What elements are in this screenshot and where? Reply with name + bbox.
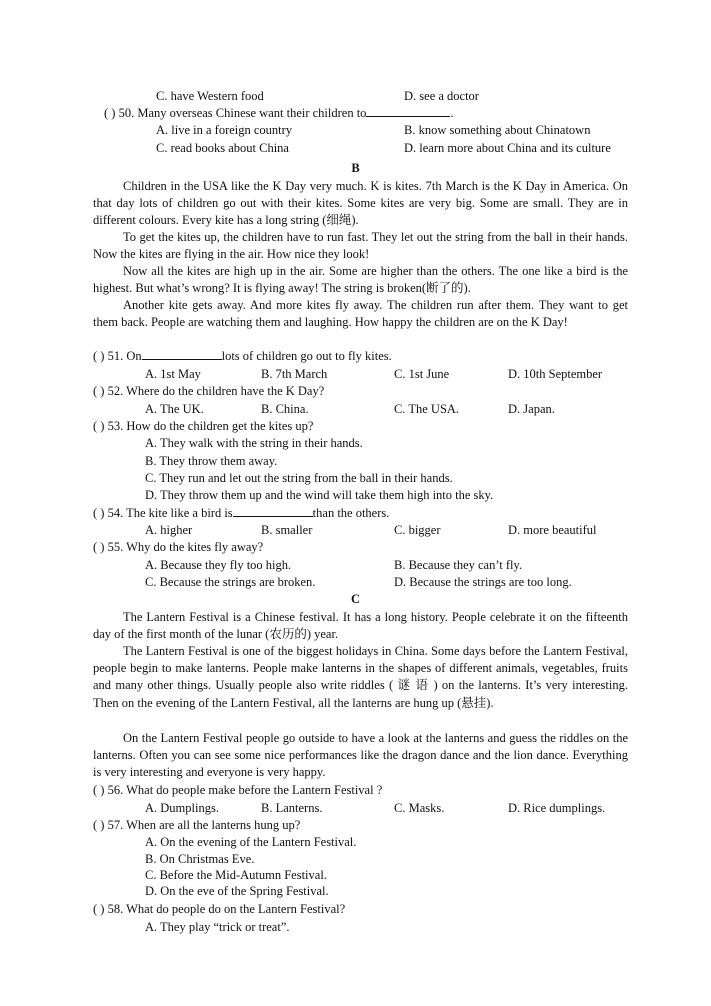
section-c-heading: C	[350, 592, 361, 606]
q55-option-d: D. Because the strings are too long.	[394, 575, 572, 589]
q54-option-c: C. bigger	[394, 523, 441, 537]
question-stem: 51. On	[107, 349, 142, 363]
question-stem: 52. Where do the children have the K Day?	[107, 384, 325, 398]
q56-option-d: D. Rice dumplings.	[508, 801, 606, 815]
q50-option-a: A. live in a foreign country	[156, 123, 293, 137]
q53-option-c: C. They run and let out the string from the ball in their hands.	[145, 471, 453, 485]
passage-c-paragraph-1: The Lantern Festival is a Chinese festival. It has a long history. People celebrate it on the fifteenth day of the first month of the lunar (农历的) year.	[93, 610, 628, 642]
answer-blank	[142, 348, 222, 360]
q53-option-a: A. They walk with the string in their hands.	[145, 436, 363, 450]
q55-option-c: C. Because the strings are broken.	[145, 575, 316, 589]
answer-paren[interactable]: ( )	[104, 106, 116, 120]
q51-option-c: C. 1st June	[394, 367, 450, 381]
q51-question: ( ) 51. On lots of children go out to fly kites.	[93, 349, 392, 363]
question-stem: 56. What do people make before the Lantern Festival ?	[107, 783, 383, 797]
q50-option-c: C. read books about China	[156, 141, 289, 155]
q51-option-d: D. 10th September	[508, 367, 603, 381]
question-stem: 57. When are all the lanterns hung up?	[107, 818, 301, 832]
q49-option-d: D. see a doctor	[404, 89, 479, 103]
q53-option-b: B. They throw them away.	[145, 454, 278, 468]
q55-question	[93, 539, 263, 555]
q57-option-c: C. Before the Mid-Autumn Festival.	[145, 868, 327, 882]
q52-option-d: D. Japan.	[508, 402, 555, 416]
q53-question	[93, 418, 313, 434]
q55-option-b: B. Because they can’t fly.	[394, 558, 523, 572]
q52-option-a: A. The UK.	[145, 402, 204, 416]
q52-question	[93, 383, 324, 399]
q57-question	[93, 817, 300, 833]
q56-option-a: A. Dumplings.	[145, 801, 219, 815]
answer-paren[interactable]: ( )	[93, 384, 105, 398]
passage-b-paragraph-2: To get the kites up, the children have to run fast. They let out the string from the ball in their hands. Now the kites are flying in the air. How nice they look!	[93, 230, 628, 262]
q56-option-c: C. Masks.	[394, 801, 445, 815]
answer-blank	[233, 505, 313, 517]
answer-paren[interactable]: ( )	[93, 349, 105, 363]
q52-option-b: B. China.	[261, 402, 309, 416]
q55-option-a: A. Because they fly too high.	[145, 558, 292, 572]
question-stem: 54. The kite like a bird is	[107, 506, 233, 520]
passage-b-paragraph-4: Another kite gets away. And more kites fly away. The children run after them. They want to get them back. People are watching them and laughing. How happy the children are on the K Day!	[93, 298, 628, 330]
q53-option-d: D. They throw them up and the wind will take them high into the sky.	[145, 488, 494, 502]
answer-blank	[366, 105, 450, 117]
q54-question: ( ) 54. The kite like a bird is than the others.	[93, 506, 390, 520]
q49-option-c: C. have Western food	[156, 89, 264, 103]
q50-option-b: B. know something about Chinatown	[404, 123, 591, 137]
q57-option-d: D. On the eve of the Spring Festival.	[145, 884, 329, 898]
q51-option-a: A. 1st May	[145, 367, 201, 381]
q54-option-d: D. more beautiful	[508, 523, 597, 537]
q50-option-d: D. learn more about China and its culture	[404, 141, 611, 155]
q56-option-b: B. Lanterns.	[261, 801, 323, 815]
question-stem: 50. Many overseas Chinese want their children to	[118, 106, 367, 120]
answer-paren[interactable]: ( )	[93, 419, 105, 433]
q51-option-b: B. 7th March	[261, 367, 328, 381]
passage-b-paragraph-1: Children in the USA like the K Day very much. K is kites. 7th March is the K Day in America. On that day lots of children go out with their kites. Some kites are very big. Some are small. They are in different colours. Every kite has a long string (细绳).	[93, 179, 628, 228]
question-stem: 53. How do the children get the kites up?	[107, 419, 314, 433]
section-b-heading: B	[351, 161, 360, 175]
q52-option-c: C. The USA.	[394, 402, 460, 416]
q54-option-b: B. smaller	[261, 523, 313, 537]
question-stem: 55. Why do the kites fly away?	[107, 540, 264, 554]
q56-question	[93, 782, 382, 798]
question-stem: 58. What do people do on the Lantern Festival?	[107, 902, 346, 916]
answer-paren[interactable]: ( )	[93, 902, 105, 916]
passage-c-paragraph-3: On the Lantern Festival people go outside to have a look at the lanterns and guess the riddles on the lanterns. Often you can see some nice performances like the dragon dance and the lion dance. Everything is very interesting and everyone is very happy.	[93, 731, 628, 780]
q57-option-b: B. On Christmas Eve.	[145, 852, 255, 866]
passage-c-paragraph-2: The Lantern Festival is one of the biggest holidays in China. Some days before the Lantern Festival, people begin to make lanterns. People make lanterns in the shapes of different animals, vegetables, fruits and many other things. Usually people also write riddles ( 谜 语 ) on the lanterns. It’s very interesting. Then on the evening of the Lantern Festival, all the lanterns are hung up (悬挂).	[93, 644, 628, 710]
q58-question	[93, 901, 345, 917]
q57-option-a: A. On the evening of the Lantern Festival.	[145, 835, 357, 849]
q54-option-a: A. higher	[145, 523, 193, 537]
answer-paren[interactable]: ( )	[93, 540, 105, 554]
answer-paren[interactable]: ( )	[93, 506, 105, 520]
q58-option-a: A. They play “trick or treat”.	[145, 920, 290, 934]
passage-b-paragraph-3: Now all the kites are high up in the air. Some are higher than the others. The one like a bird is the highest. But what’s wrong? It is flying away! The string is broken(断了的).	[93, 264, 628, 296]
q50-question: ( ) 50. Many overseas Chinese want their children to .	[104, 106, 454, 120]
answer-paren[interactable]: ( )	[93, 783, 105, 797]
answer-paren[interactable]: ( )	[93, 818, 105, 832]
